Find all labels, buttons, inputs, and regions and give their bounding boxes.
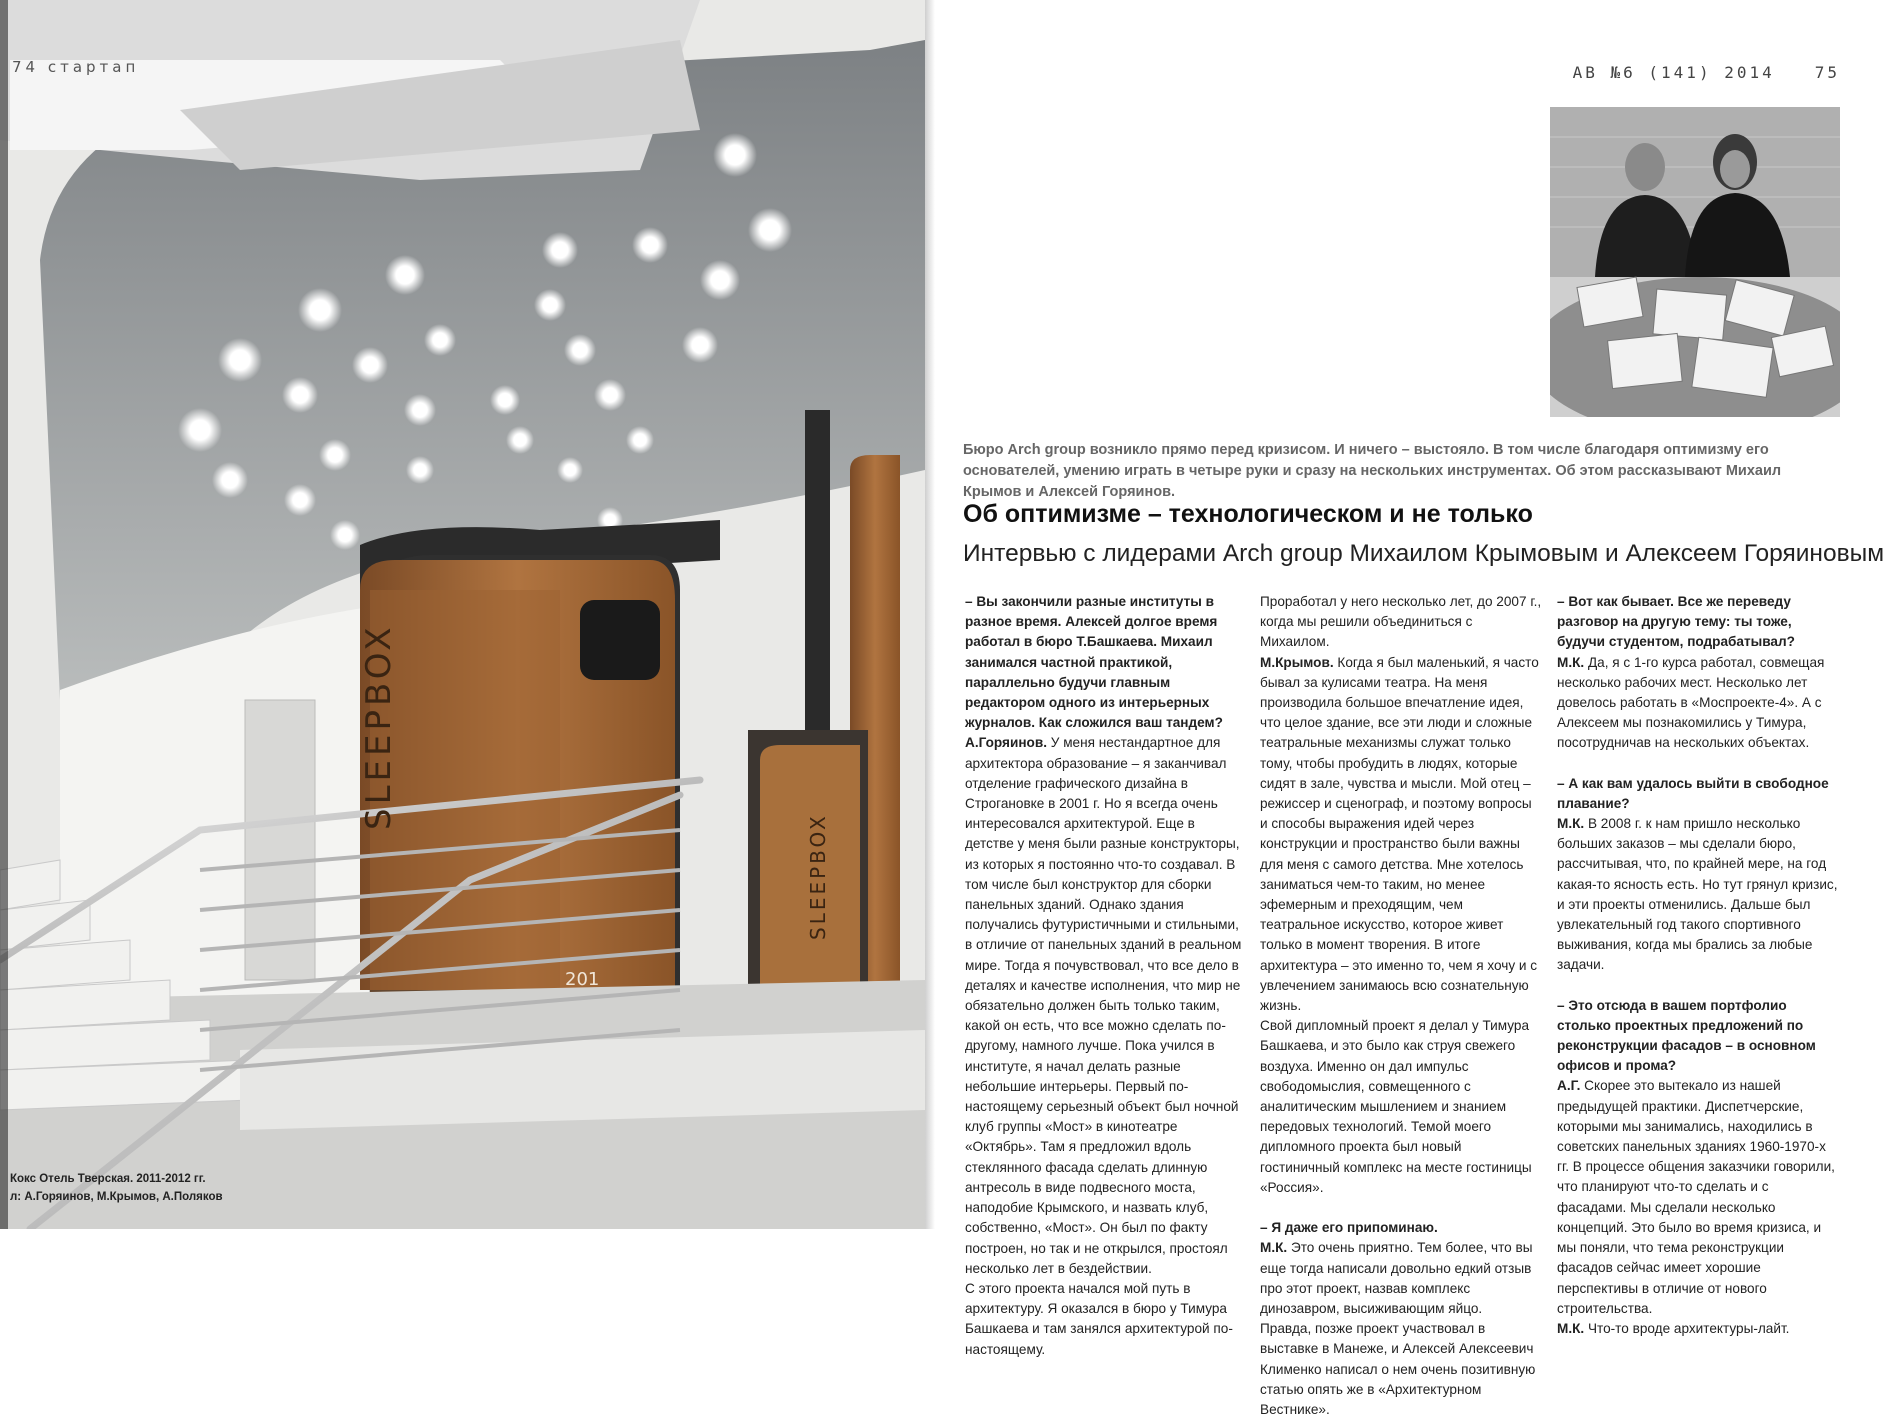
page-number: 75 [1814, 63, 1840, 82]
caption-line-2: л: А.Горяинов, М.Крымов, А.Поляков [10, 1191, 223, 1203]
answer-text: У меня нестандартное для архитектора образование – я заканчивал отделение графического дизайна в Строгановке в 2001 г. Но я всегда очень интересовался архитектурой. Еще в детстве у меня были разные конструкторы, из которых я постоянно что-то создавал. В том числе был конструктор для сборки панельных зданий. Однако здания получались футуристичными и стильными, в отличие от панельных зданий в реальном мире. Тогда я почувствовал, что все дело в деталях и качестве исполнения, что мир не обязательно должен быть только таким, какой он есть, что все можно сделать по-другому, намного лучше. Пока учился в институте, я начал делать разные небольшие интерьеры. Первый по-настоящему серьезный объект был ночной клуб группы «Мост» в кинотеатре «Октябрь». Там я предложил вдоль стеклянного фасада сделать длинную антресоль в виде подвесного моста, наподобие Крымского, и назвать клуб, собственно, «Мост». Он был по факту построен, но так и не открылся, простоял несколько лет в бездействии. [965, 735, 1242, 1276]
paragraph-gap [1557, 754, 1839, 774]
article-headline: Об оптимизме – технологическом и не только [963, 500, 1533, 528]
interview-answer [1557, 653, 1839, 754]
answer-text: Скорее это вытекало из нашей предыдущей практики. Диспетчерские, которыми мы занимались, находились в советских панельных зданиях 1960-1970-х гг. В процессе общения заказчики говорили, что планируют что-то сделать и с фасадами. Мы сделали несколько концепций. Это было во время кризиса, и мы поняли, что тема реконструкции фасадов сейчас имеет хорошие перспективы в отличие от нового строительства. [1557, 1078, 1835, 1316]
article-subheadline: Интервью с лидерами Arch group Михаилом Крымовым и Алексеем Горяиновым [963, 540, 1885, 567]
interview-question: – А как вам удалось выйти в свободное плавание? [1557, 775, 1829, 811]
portrait-photo [1550, 107, 1840, 417]
room-number: 201 [565, 969, 600, 990]
interview-answer [1260, 1238, 1542, 1319]
answer-text: Когда я был маленький, я часто бывал за кулисами театра. На меня производила большое впечатление идея, что целое здание, все эти люди и сложные театральные механизмы служат только тому, чтобы пробудить в людях, которые сидят в зале, чувства и мысли. Мой отец – режиссер и сценограф, и поэтому вопросы и способы выражения идей через конструкции и пространство были важны для меня с самого детства. Мне хотелось заниматься чем-то таким, но менее эфемерным и преходящим, чем театральное искусство, которое живет только в момент творения. В итоге архитектура – это именно то, чем я хочу и с увлечением занимаюсь всю сознательную жизнь. [1260, 654, 1539, 1014]
paragraph-gap [1260, 1198, 1542, 1218]
speaker-label: А.Горяинов. [965, 735, 1047, 751]
interview-question: – Вы закончили разные институты в разное время. Алексей долгое время работал в бюро Т.Башкаева. Михаил занимался частной практикой, параллельно будучи главным редактором одного из интерьерных журналов. Как сложился ваш тандем? [965, 594, 1223, 731]
answer-text: Что-то вроде архитектуры-лайт. [1584, 1320, 1790, 1336]
interview-question: – Это отсюда в вашем портфолио столько проектных предложений по реконструкции фасадов – в основном офисов и прома? [1557, 997, 1816, 1074]
left-page-photo-spread [0, 0, 925, 1229]
interview-answer [965, 733, 1247, 1278]
paragraph: С этого проекта начался мой путь в архитектуру. Я оказался в бюро у Тимура Башкаева и там занялся архитектурой по-настоящему. [965, 1280, 1233, 1357]
interview-question: – Вот как бывает. Все же переведу разговор на другую тему: ты тоже, будучи студентом, подрабатывал? [1557, 594, 1795, 650]
pod-sign-1: SLEEPBOX [359, 623, 399, 830]
caption-line-1: Кокс Отель Тверская. 2011-2012 гг. [10, 1173, 206, 1185]
interview-answer [1260, 653, 1542, 1017]
paragraph: Проработал у него несколько лет, до 2007 г., когда мы решили объединиться с Михаилом. [1260, 594, 1542, 650]
speaker-label: М.К. [1557, 1320, 1585, 1336]
answer-text: В 2008 г. к нам пришло несколько больших заказов – мы сделали бюро, рассчитывая, что, по крайней мере, на год какая-то ясность есть. Но тут грянул кризис, и эти проекты отменились. Дальше был увлекательный год такого спортивного выживания, когда мы брались за любые задачи. [1557, 816, 1838, 973]
interview-answer [1557, 1076, 1839, 1318]
speaker-label: М.Крымов. [1260, 654, 1334, 670]
paragraph-gap [1557, 976, 1839, 996]
article-intro: Бюро Arch group возникло прямо перед кризисом. И ничего – выстояло. В том числе благодаря оптимизму его основателей, умению играть в четыре руки и сразу на нескольких инструментах. Об этом рассказывают Михаил Крымов и Алексей Горяинов. [963, 442, 1782, 500]
pod-sign-2: SLEEPBOX [806, 813, 830, 940]
speaker-label: М.К. [1557, 654, 1585, 670]
photo-caption [10, 1170, 223, 1206]
answer-text: Да, я с 1-го курса работал, совмещая несколько рабочих мест. Несколько лет довелось работать в «Моспроекте-4». А с Алексеем мы познакомились у Тимура, посотрудничав на нескольких объектах. [1557, 654, 1825, 751]
text-column-1 [965, 592, 1247, 1360]
interview-answer [1557, 1319, 1839, 1339]
right-page-article [935, 0, 1900, 1417]
issue-label: АВ №6 (141) 2014 [1572, 63, 1775, 82]
text-column-3 [1557, 592, 1839, 1339]
page-header-left: 74 стартап [12, 58, 140, 76]
paragraph: Правда, позже проект участвовал в выставке в Манеже, и Алексей Алексеевич Клименко написал о нем очень позитивную статью опять же в «Архитектурном Вестнике». [1260, 1321, 1536, 1417]
paragraph: Свой дипломный проект я делал у Тимура Башкаева, и это было как струя свежего воздуха. Именно он дал импульс свободомыслия, совмещенного с аналитическим мышлением и знанием передовых технологий. Темой моего дипломного проекта был новый гостиничный комплекс на месте гостиницы «Россия». [1260, 1018, 1532, 1195]
speaker-label: М.К. [1557, 816, 1585, 832]
text-column-2 [1260, 592, 1542, 1420]
speaker-label: М.К. [1260, 1240, 1288, 1256]
interview-question: – Я даже его припоминаю. [1260, 1220, 1438, 1236]
interview-answer [1557, 814, 1839, 976]
answer-text: Это очень приятно. Тем более, что вы еще тогда написали довольно едкий отзыв про этот проект, назвав комплекс динозавром, высиживающим яйцо. [1260, 1240, 1533, 1316]
page-header-right [1573, 63, 1840, 82]
page-gutter [925, 0, 935, 1229]
interior-photo [0, 0, 925, 1229]
speaker-label: А.Г. [1557, 1078, 1581, 1094]
